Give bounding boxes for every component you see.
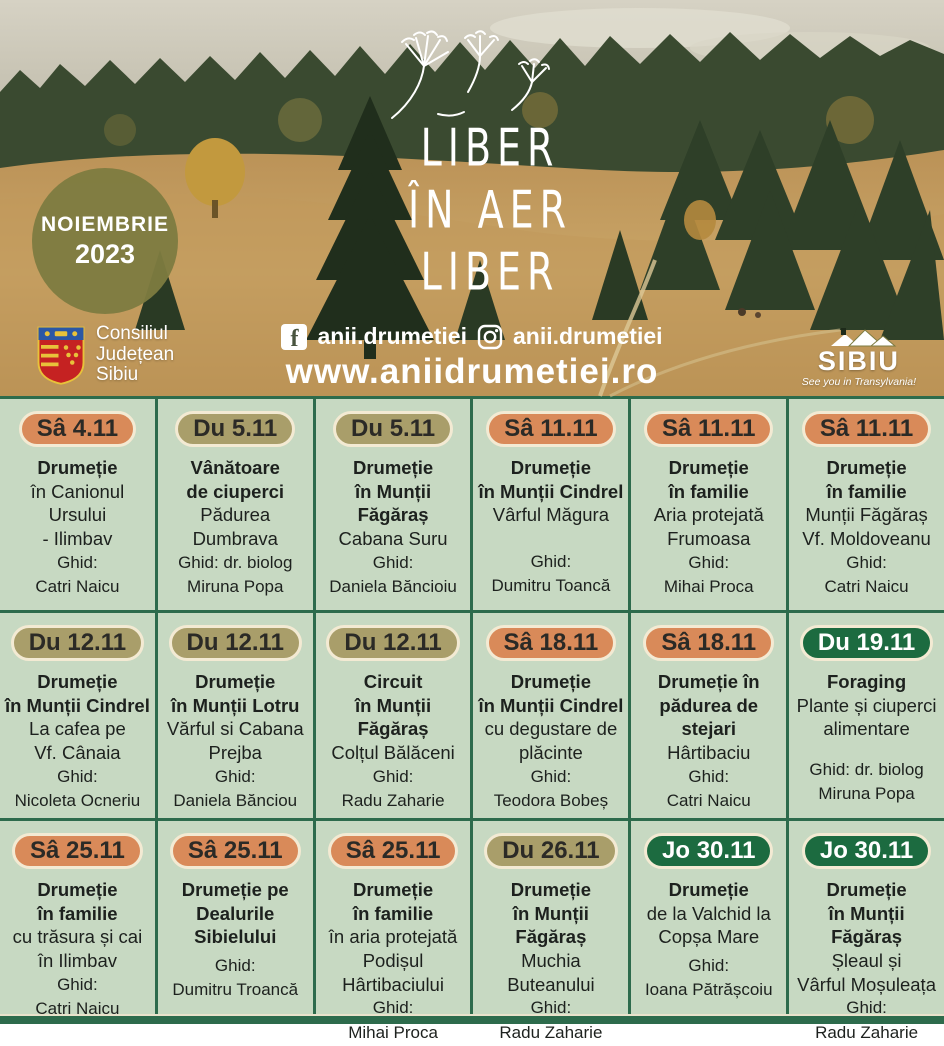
event-card (0, 399, 155, 610)
date-badge: Sâ 25.11 (12, 833, 143, 869)
event-title: Drumeție în Munții Cindrel Vârful Măgura (478, 457, 624, 526)
event-card (158, 821, 313, 1014)
guide-block (342, 765, 445, 814)
date-badge: Sâ 11.11 (486, 411, 615, 447)
guide-block (499, 996, 602, 1045)
guide-name: Dumitru Toancă (491, 576, 611, 596)
guide-name: Radu Zaharie (499, 1023, 603, 1042)
guide-label: Ghid: (214, 766, 256, 786)
event-card (316, 821, 471, 1042)
guide-label: Ghid: (846, 552, 887, 572)
events-grid (0, 396, 944, 1042)
guide-name: Daniela Băncioiu (329, 577, 457, 597)
guide-label: Ghid: (688, 552, 730, 572)
event-card (473, 821, 628, 1042)
event-card (473, 613, 628, 818)
event-card (158, 613, 313, 818)
event-title: Drumeție în familie în aria protejată Podișul Hârtibaciului (328, 879, 458, 995)
guide-block (667, 765, 751, 814)
event-title: Vânătoare de ciuperci Pădurea Dumbrava (186, 457, 285, 550)
event-card (789, 613, 944, 818)
guide-label: Ghid: (530, 766, 572, 786)
event-card (789, 821, 944, 1042)
guide-block (494, 765, 608, 814)
guide-block (35, 973, 119, 1022)
guide-label: Ghid: (688, 955, 730, 975)
guide-name: Dumitru Troancă (172, 980, 299, 1000)
sibiu-logo-subtitle: See you in Transylvania! (801, 376, 916, 388)
date-badge: Sâ 4.11 (19, 411, 136, 447)
guide-label: Ghid: dr. biolog (178, 552, 293, 572)
event-card (316, 613, 471, 818)
event-title: Foraging Plante și ciuperci alimentare (796, 671, 937, 740)
date-badge: Du 12.11 (11, 625, 144, 661)
council-coat-of-arms-icon (36, 325, 86, 385)
date-badge: Jo 30.11 (802, 833, 931, 869)
event-card (631, 399, 786, 610)
event-title: Drumeție în Munții Lotru Vărful si Cabana Prejba (166, 671, 304, 764)
guide-label: Ghid: (57, 552, 98, 572)
date-badge: Du 5.11 (175, 411, 295, 447)
sibiu-logo (802, 326, 916, 388)
event-card (158, 399, 313, 610)
event-title: Circuit în Munții Făgăraș Colțul Bălăceni (331, 671, 455, 764)
date-badge: Sâ 18.11 (643, 625, 774, 661)
event-title: Drumeție în Munții Cindrel cu degustare de plăcinte (478, 671, 624, 764)
month-badge (32, 168, 178, 314)
guide-name: Radu Zaharie (341, 791, 445, 811)
event-card (473, 399, 628, 610)
event-title: Drumeție în familie cu trăsura și cai în Ilimbav (12, 879, 143, 972)
guide-label: Ghid: (530, 998, 572, 1018)
guide-label: Ghid: (688, 766, 730, 786)
guide-name: Radu Zaharie (815, 1023, 919, 1042)
guide-label: Ghid: dr. biolog (809, 759, 924, 779)
guide-block (172, 954, 298, 1003)
event-title: Drumeție în Munții Făgăraș Muchia Buteanului (507, 879, 595, 995)
guide-name: Miruna Popa (818, 784, 915, 804)
event-title: Drumeție în familie Aria protejată Frumoasa (653, 457, 764, 550)
event-card (316, 399, 471, 610)
guide-block (173, 765, 297, 814)
dandelion-illustration (372, 22, 572, 126)
council-logo (36, 324, 174, 386)
event-title: Drumeție în Munții Făgăraș Cabana Suru (338, 457, 448, 550)
guide-block (645, 954, 773, 1003)
guide-label: Ghid: (372, 552, 414, 572)
tagline (356, 118, 624, 304)
guide-name: Teodora Bobeș (493, 791, 609, 811)
tagline-line: LIBER (420, 118, 560, 178)
event-title: Drumeție în pădurea de stejari Hârtibaciu (657, 671, 760, 764)
guide-block (178, 551, 292, 600)
guide-block (809, 758, 923, 807)
event-title: Drumeție în familie Munții Făgăraș Vf. Moldoveanu (802, 457, 931, 550)
date-badge: Du 19.11 (800, 625, 933, 661)
month-name: NOIEMBRIE (40, 212, 169, 236)
council-line: Județean (96, 343, 175, 365)
date-badge: Du 5.11 (333, 411, 453, 447)
event-title: Drumeție în Canionul Ursului - Ilimbav (30, 457, 125, 550)
instagram-icon (477, 324, 503, 350)
date-badge: Sâ 18.11 (486, 625, 617, 661)
event-card (0, 613, 155, 818)
guide-block (664, 551, 754, 600)
event-card (631, 613, 786, 818)
date-badge: Sâ 25.11 (328, 833, 459, 869)
event-title: Drumeție de la Valchid la Copșa Mare (646, 879, 771, 948)
website-url: www.aniidrumetiei.ro (285, 352, 659, 391)
guide-label: Ghid: (57, 766, 98, 786)
tagline-line: LIBER (420, 242, 560, 302)
tagline-line: ÎN AER (407, 180, 573, 240)
event-title: Drumeție în Munții Făgăraș Șleaul și Vârful Moșuleața (797, 879, 936, 995)
bottom-bar (0, 1014, 944, 1024)
guide-name: Nicoleta Ocneriu (14, 791, 141, 811)
guide-name: Catri Naicu (35, 577, 120, 597)
date-badge: Sâ 11.11 (644, 411, 773, 447)
council-line: Sibiu (96, 364, 139, 386)
guide-name: Ioana Pătrășcoiu (644, 980, 773, 1000)
guide-block (492, 550, 611, 599)
guide-block (348, 996, 438, 1045)
guide-name: Mihai Proca (663, 577, 754, 597)
guide-name: Daniela Bănciou (173, 791, 298, 811)
guide-block (815, 996, 918, 1045)
month-year: 2023 (74, 238, 136, 269)
date-badge: Sâ 11.11 (802, 411, 931, 447)
guide-label: Ghid: (372, 766, 414, 786)
event-title: Drumeție pe Dealurile Sibielului (181, 879, 289, 948)
guide-name: Miruna Popa (187, 577, 284, 597)
event-title: Drumeție în Munții Cindrel La cafea pe Vf. Cânaia (4, 671, 150, 764)
guide-block (329, 551, 457, 600)
date-badge: Du 12.11 (169, 625, 302, 661)
hero-header (0, 0, 944, 396)
guide-label: Ghid: (846, 998, 887, 1018)
guide-label: Ghid: (372, 998, 414, 1018)
facebook-handle: anii.drumetiei (317, 323, 467, 349)
date-badge: Du 26.11 (484, 833, 617, 869)
council-logo-text (96, 324, 174, 386)
date-badge: Du 12.11 (326, 625, 459, 661)
date-badge: Sâ 25.11 (170, 833, 301, 869)
instagram-handle: anii.drumetiei (513, 323, 663, 349)
guide-label: Ghid: (57, 974, 98, 994)
event-card (0, 821, 155, 1019)
sibiu-mountains-icon (821, 326, 897, 348)
event-card (631, 821, 786, 1014)
guide-name: Mihai Proca (348, 1023, 438, 1042)
guide-label: Ghid: (530, 551, 572, 571)
guide-block (15, 765, 141, 814)
sibiu-logo-title: SIBIU (817, 346, 900, 376)
guide-name: Catri Naicu (824, 577, 909, 597)
date-badge: Jo 30.11 (644, 833, 773, 869)
guide-label: Ghid: (214, 955, 256, 975)
council-line: Consiliul (96, 323, 168, 345)
guide-name: Catri Naicu (666, 791, 751, 811)
facebook-icon: f (281, 324, 307, 350)
event-card (789, 399, 944, 610)
guide-name: Catri Naicu (35, 999, 120, 1019)
guide-block (35, 551, 119, 600)
guide-block (825, 551, 909, 600)
